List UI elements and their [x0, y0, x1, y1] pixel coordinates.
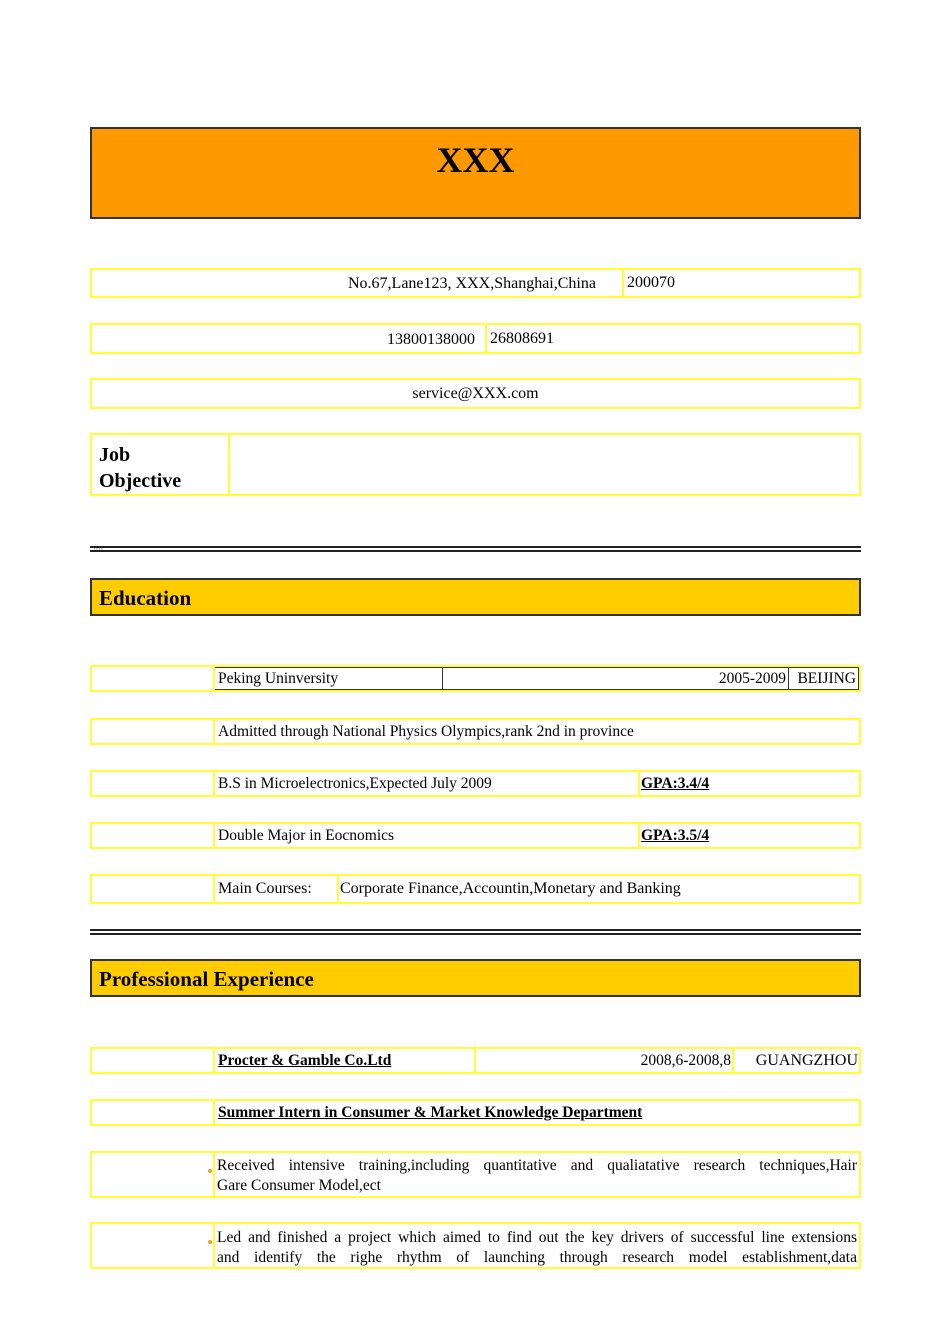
bullet-2-text: [217, 1228, 857, 1268]
role-row: [90, 1099, 861, 1126]
section-divider: [90, 929, 861, 935]
double-major-text: Double Major in Eocnomics: [218, 826, 395, 844]
double-major-spacer: [92, 824, 215, 847]
phone-text: 26808691: [485, 325, 554, 352]
degree-spacer: [92, 772, 215, 795]
courses-row: [90, 874, 861, 904]
section-divider: [90, 546, 861, 552]
address-text: No.67,Lane123, XXX,Shanghai,China: [348, 275, 596, 292]
admission-spacer: [92, 720, 215, 743]
double-major-cell: [217, 824, 639, 847]
education-heading-text: Education: [99, 586, 192, 610]
bullet-2-line-2: and identify the righe rhythm of launching through research model establishment,data: [217, 1249, 857, 1266]
company-spacer: [92, 1049, 215, 1072]
school-row-spacer: [92, 667, 215, 690]
school-row: [90, 665, 861, 692]
postcode-text: 200070: [622, 270, 675, 296]
courses-text: Corporate Finance,Accountin,Monetary and Banking: [340, 880, 681, 897]
email-row: [90, 378, 861, 409]
experience-bullet-2: [90, 1222, 861, 1269]
company-name: Procter & Gamble Co.Ltd: [218, 1051, 392, 1069]
company-cell: [217, 1049, 475, 1072]
job-objective-label: [90, 433, 230, 496]
resume-name: XXX: [436, 140, 515, 180]
bullet-1-line-2: Gare Consumer Model,ect: [217, 1177, 381, 1194]
courses-label-cell: [217, 876, 339, 902]
role-cell: [217, 1101, 859, 1124]
bullet-1-text: [217, 1156, 857, 1196]
company-dates: 2008,6-2008,8: [640, 1051, 731, 1069]
address-row: [90, 268, 861, 298]
experience-bullet-1: [90, 1151, 861, 1198]
job-objective-label-line2: Objective: [99, 470, 182, 492]
double-major-gpa-cell: [638, 824, 859, 847]
bullet-2-line-1: Led and finished a project which aimed to find out the key drivers of successful line extensions: [217, 1229, 857, 1246]
degree-row: [90, 770, 861, 797]
experience-heading-text: Professional Experience: [99, 967, 314, 991]
bullet-dot-icon: [208, 1240, 212, 1244]
email-text: service@XXX.com: [412, 384, 539, 402]
company-dates-cell: [474, 1049, 732, 1072]
education-heading: [90, 578, 861, 616]
mobile-text: 13800138000: [387, 331, 475, 348]
school-years-cell: [442, 667, 789, 690]
school-city-cell: [789, 667, 859, 690]
courses-spacer: [92, 876, 215, 902]
courses-cell: [339, 876, 859, 902]
admission-row: [90, 718, 861, 745]
school-cell: [215, 667, 443, 690]
bullet-2-spacer: [92, 1224, 215, 1267]
degree-gpa: GPA:3.4/4: [641, 774, 710, 792]
role-text: Summer Intern in Consumer & Market Knowledge Department: [218, 1103, 643, 1121]
admission-text: Admitted through National Physics Olympics,rank 2nd in province: [218, 722, 634, 740]
resume-name-banner: [90, 127, 861, 219]
double-major-row: [90, 822, 861, 849]
bullet-1-spacer: [92, 1153, 215, 1196]
degree-gpa-cell: [638, 772, 859, 795]
degree-text: B.S in Microelectronics,Expected July 2009: [218, 774, 492, 792]
job-objective-label-line1: Job: [99, 444, 131, 466]
degree-cell: [217, 772, 639, 795]
admission-cell: [217, 720, 859, 743]
school-name: Peking Uninversity: [218, 669, 339, 687]
courses-label: Main Courses:: [218, 880, 312, 897]
double-major-gpa: GPA:3.5/4: [641, 826, 710, 844]
phone-row: [90, 323, 861, 354]
bullet-dot-icon: [208, 1169, 212, 1173]
company-city-cell: [732, 1049, 859, 1072]
role-spacer: [92, 1101, 215, 1124]
job-objective-body: [228, 433, 861, 496]
bullet-1-line-1: Received intensive training,including quantitative and qualiatative research techniques,Hair: [217, 1157, 857, 1174]
company-city: GUANGZHOU: [755, 1051, 858, 1069]
company-row: [90, 1047, 861, 1074]
school-city: BEIJING: [797, 669, 856, 687]
school-years: 2005-2009: [718, 669, 786, 687]
experience-heading: [90, 959, 861, 997]
divider-mark: ▪▪▪▪: [94, 546, 104, 551]
